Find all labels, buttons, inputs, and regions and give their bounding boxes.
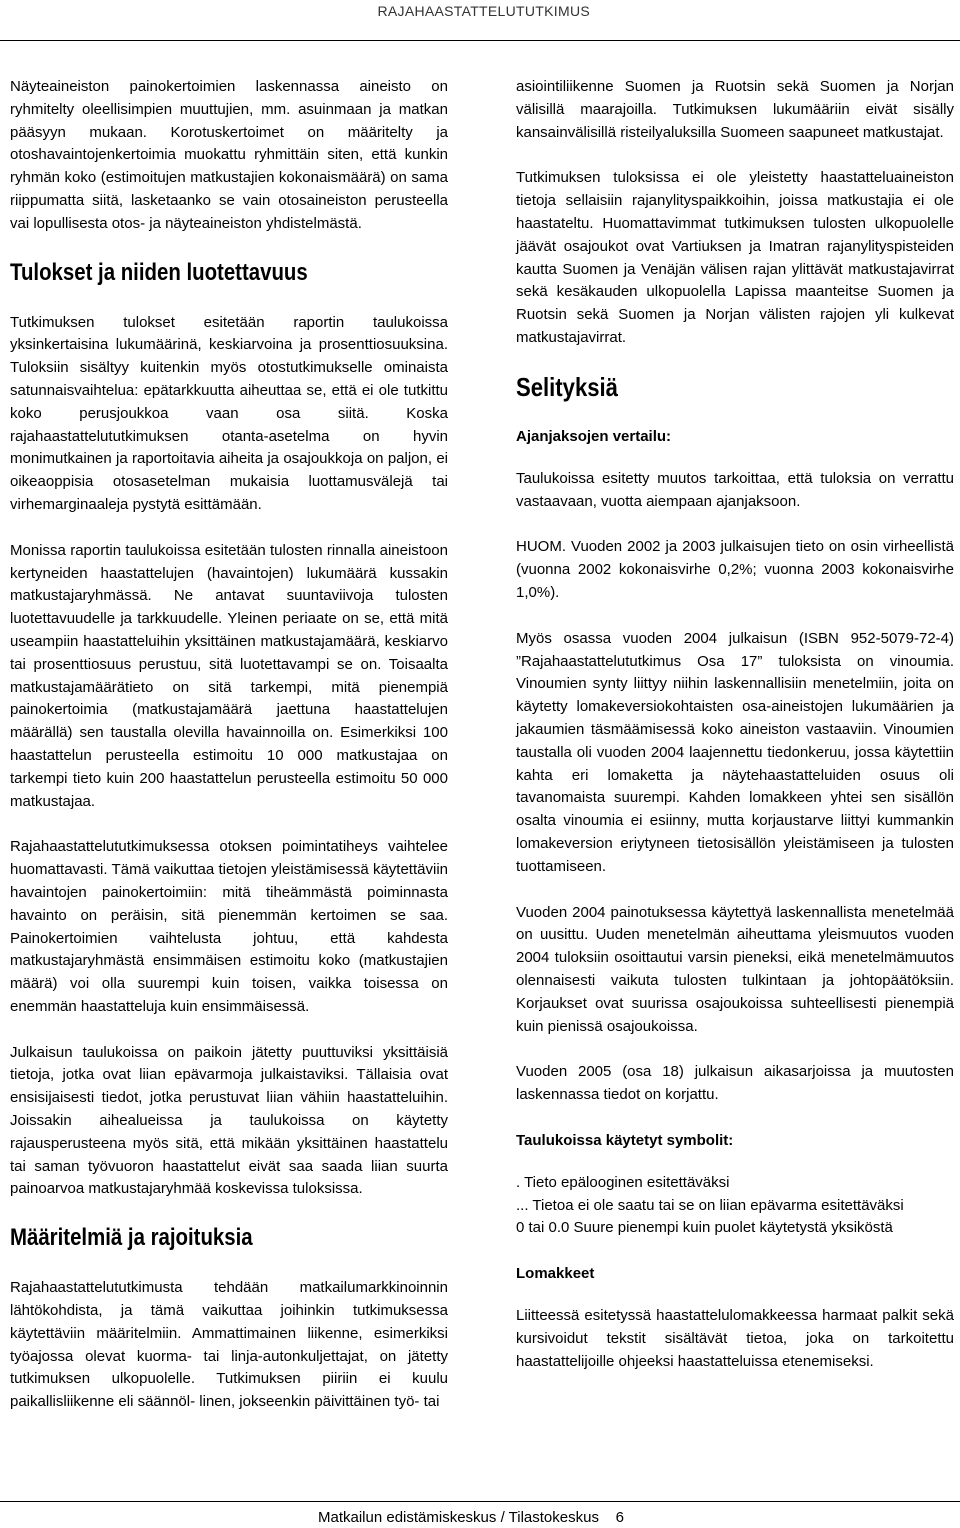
body-paragraph: Tutkimuksen tulokset esitetään raportin taulukoissa yksinkertaisina lukumäärinä, keskiarvoina ja prosenttiosuuksina. Tuloksiin sisältyy kuitenkin myös otostutkimukselle ominaista satunnaisvaihtelua: epätarkkuutta aiheuttaa se, että ei ole tutkittu koko perusjoukkoa vaan osa siitä. Koska rajahaastattelututkimuksen otanta-asetelma on hyvin monimutkainen ja raportoitavia aiheita ja osajoukkoja on paljon, ei oikeaoppisia otosasetelman mukaisia luottamusvälejä tai virhemarginaaleja pystytä esittämään. — [10, 313, 448, 513]
body-paragraph: Monissa raportin taulukoissa esitetään tulosten rinnalla aineistoon kertyneiden haastattelujen (havaintojen) lukumäärä kussakin matkustajaryhmässä. Ne antavat suuntaviivoja tulosten luotettavuudelle ja tarkkuudelle. Yleinen periaate on se, että mitä useampiin haastatteluihin yksittäinen matkustajamäärä, keskiarvo tai prosenttiosuus perustuu, sitä luotettavampi se on. Toisaalta matkustajamäärätieto on sitä tarkempi, mitä pienempiä painokertoimia (matkustajamäärä jaettuna haastattelujen määrällä) sen taustalla olevilla havainnoilla on. Esimerkiksi 100 haastattelun perusteella estimoitu 10 000 matkustajaa on tarkempi tieto kuin 200 haastattelun perusteella estimoitu 50 000 matkustajaa. — [10, 541, 448, 810]
footer-publisher: Matkailun edistämiskeskus / Tilastokeskus — [318, 1509, 599, 1526]
section-heading-explanations: Selityksiä — [516, 371, 618, 402]
sub-heading-forms: Lomakkeet — [516, 1265, 595, 1283]
symbol-list — [516, 1172, 954, 1240]
body-paragraph: Myös osassa vuoden 2004 julkaisun (ISBN 952-5079-72-4) ”Rajahaastattelututkimus Osa 17” tuloksista on vinoumia. Vinoumien synty liittyy niihin laskennallisiin menetelmiin, joita on käytetty lomakeversiokohtaisten osa-aineistojen lukumäärien ja jakaumien täsmäämisessä koko aineiston vastaaviin. Vinoumien taustalla oli vuoden 2004 laajennettu tiedonkeruu, jossa käytettiin kahta eri lomaketta ja näytehaastatteluiden osuus oli tavanomaista suurempi. Kahden lomakkeen yhtei sen sisällön osalta vinoumia ei esiinny, mutta korjaustarve liittyi kummankin lomakeversion eriytyneen tietosisällön yleistämiseen ja tulosten tuottamiseen. — [516, 629, 954, 875]
section-heading-definitions: Määritelmiä ja rajoituksia — [10, 1224, 253, 1252]
left-column — [10, 76, 448, 1414]
body-paragraph: Tutkimuksen tuloksissa ei ole yleistetty haastatteluaineiston tietoja sellaisiin rajanylityspaikkoihin, joissa matkustajia ei ole haastateltu. Huomattavimmat tutkimuksen tulosten ulkopuolelle jäävät osajoukot ovat Vartiuksen ja Imatran rajanylityspisteiden kautta Suomen ja Venäjän välisen rajan ylittävät matkustajavirrat sekä kesäkauden ulkopuolella Lapissa maanteitse Suomen ja Ruotsin sekä Suomen ja Norjan välisten rajojen yli kulkevat matkustajavirrat. — [516, 169, 954, 346]
body-paragraph: asiointiliikenne Suomen ja Ruotsin sekä Suomen ja Norjan välisillä maarajoilla. Tutkimuksen lukumääriin eivät sisälly kansainvälisillä risteilyaluksilla Suomeen saapuneet matkustajat. — [516, 78, 954, 141]
page-footer — [318, 1508, 624, 1528]
symbol-list-item: . Tieto epälooginen esitettäväksi — [516, 1173, 730, 1191]
symbol-list-item: ... Tietoa ei ole saatu tai se on liian epävarma esitettäväksi — [516, 1196, 904, 1214]
right-column — [516, 76, 954, 1374]
body-paragraph: Näyteaineiston painokertoimien laskennassa aineisto on ryhmitelty oleellisimpien muuttujien, mm. asuinmaan ja matkan pääsyyn mukaan. Korotuskertoimet on määritelty ja otoshavaintojenkertoimia muokattu ryhmittäin siten, että kunkin ryhmän koko (estimoitujen matkustajien kokonaismäärä) on sama riippumatta siitä, lasketaanko se vain otosaineiston perusteella vai lopullisesta otos- ja näyteaineiston yhdistelmästä. — [10, 78, 448, 232]
body-paragraph: Taulukoissa esitetty muutos tarkoittaa, että tuloksia on verrattu vastaavaan, vuotta aiempaan ajanjaksoon. — [516, 469, 954, 510]
body-paragraph: HUOM. Vuoden 2002 ja 2003 julkaisujen tieto on osin virheellistä (vuonna 2002 kokonaisvirhe 0,2%; vuonna 2003 kokonaisvirhe 1,0%). — [516, 538, 954, 601]
header-divider — [0, 40, 960, 41]
body-paragraph: Rajahaastattelututkimusta tehdään matkailumarkkinoinnin lähtökohdista, ja tämä vaikuttaa joihinkin tutkimuksessa käytettäviin määritelmiin. Ammattimainen liikenne, esimerkiksi työajossa olevat kuorma- tai linja-autonkuljettajat, on jätetty tutkimuksen ulkopuolelle. Tutkimuksen piiriin ei kuulu paikallisliikenne eli säännöl- linen, jokseenkin päivittäinen työ- tai — [10, 1279, 448, 1411]
body-paragraph: Liitteessä esitetyssä haastattelulomakkeessa harmaat palkit sekä kursivoidut tekstit sisältävät tietoa, joka on tarkoitettu haastattelijoille ohjeeksi haastatteluissa etenemiseksi. — [516, 1307, 954, 1370]
body-paragraph: Julkaisun taulukoissa on paikoin jätetty puuttuviksi yksittäisiä tietoja, jotka ovat liian epävarmoja julkaistaviksi. Tällaisia ovat ensisijaisesti tiedot, jotka perustuvat liian vähiin haastatteluihin. Joissakin aihealueissa ja taulukoissa on käytetty rajausperusteena myös sitä, että mikään yksittäinen haastattelu tai saman työvuoron haastattelut eivät saa saada liian suurta painoarvoa matkustajaryhmää koskevissa tuloksissa. — [10, 1043, 448, 1198]
running-header-title: RAJAHAASTATTELUTUTKIMUS — [377, 3, 590, 19]
page-number: 6 — [615, 1509, 624, 1526]
symbol-list-item: 0 tai 0.0 Suure pienempi kuin puolet käytetystä yksiköstä — [516, 1219, 893, 1237]
body-paragraph: Vuoden 2004 painotuksessa käytettyä laskennallista menetelmää on uusittu. Uuden menetelmän aiheuttama yleismuutos vuoden 2004 tuloksiin osoittautui varsin pieneksi, eikä menetelmämuutos olennaisesti vaikuta tulosten tulkintaan ja johtopäätöksiin. Korjaukset ovat suurissa osajoukoissa suhteellisesti pienempiä kuin pienissä osajoukoissa. — [516, 903, 954, 1035]
footer-divider — [0, 1501, 960, 1502]
sub-heading-symbols: Taulukoissa käytetyt symbolit: — [516, 1131, 734, 1149]
body-paragraph: Rajahaastattelututkimuksessa otoksen poimintatiheys vaihtelee huomattavasti. Tämä vaikuttaa tietojen yleistämisessä käytettäviin havaintojen painokertoimiin: mitä tiheämmästä poiminnasta havainto on peräisin, sitä pienemmän kertoimen se saa. Painokertoimien vaihtelusta johtuu, että kahdesta matkustajaryhmästä ensimmäisen estimoitu koko (matkustajien määrä) voi olla suurempi kuin toisen, vaikka toisessa on enemmän haastatteluja kuin ensimmäisessä. — [10, 838, 448, 1015]
sub-heading-period-comparison: Ajanjaksojen vertailu: — [516, 427, 672, 445]
body-paragraph: Vuoden 2005 (osa 18) julkaisun aikasarjoissa ja muutosten laskennassa tiedot on korjattu. — [516, 1063, 954, 1104]
section-heading-results: Tulokset ja niiden luotettavuus — [10, 258, 308, 286]
